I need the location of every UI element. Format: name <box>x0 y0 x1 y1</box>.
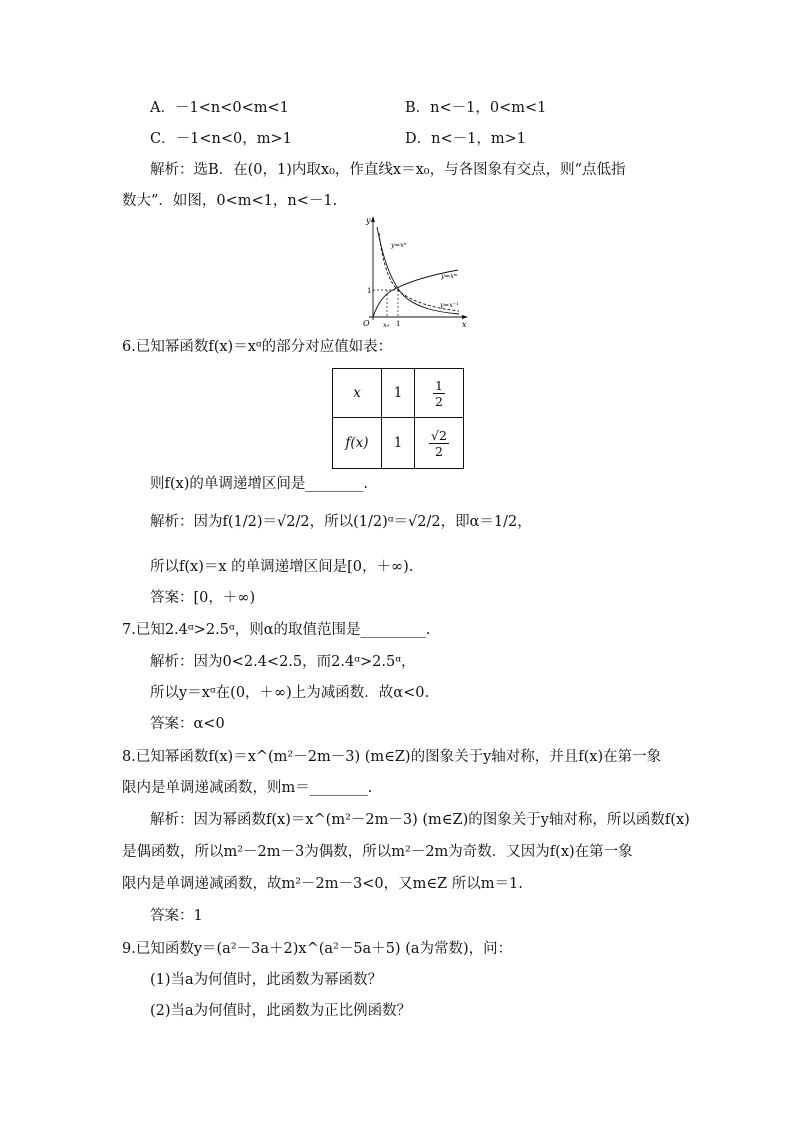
option-c-text: －1<n<0，m>1 <box>175 131 292 147</box>
option-b: B．n<－1，0<m<1 <box>405 100 547 116</box>
option-d: D．n<－1，m>1 <box>405 131 526 147</box>
q8-solution-line1: 解析：因为幂函数f(x)＝x^(m²－2m－3) (m∈Z)的图象关于y轴对称，所以函数f(x) <box>150 812 690 828</box>
q7-stem: 7.已知2.4ᵅ>2.5ᵅ，则α的取值范围是_________. <box>122 622 431 638</box>
q6-value-table <box>332 368 464 469</box>
q5-solution-line1: 解析：选B．在(0，1)内取x₀，作直线x＝x₀，与各图象有交点，则“点低指 <box>150 162 626 178</box>
y-axis-label: y <box>366 216 371 225</box>
q8-solution-line3: 限内是单调递减函数，故m²－2m－3<0，又m∈Z 所以m＝1. <box>122 876 523 892</box>
x-axis-label: x <box>462 320 467 329</box>
q8-solution-line2: 是偶函数，所以m²－2m－3为偶数，所以m²－2m为奇数．又因为f(x)在第一象 <box>122 844 633 860</box>
label-y-x-m: y=xᵐ <box>441 272 458 280</box>
table-cell <box>415 418 464 469</box>
q6-stem: 6.已知幂函数f(x)＝xᵅ的部分对应值如表： <box>122 339 393 355</box>
q7-solution-line2: 所以y＝xᵅ在(0，＋∞)上为减函数．故α<0. <box>150 685 430 701</box>
table-header-fx: f(x) <box>333 418 382 469</box>
table-cell: 1 <box>382 369 415 418</box>
q7-solution-line1: 解析：因为0<2.4<2.5，而2.4ᵅ>2.5ᵅ， <box>150 654 416 670</box>
x-axis-arrow <box>462 315 468 319</box>
q8-answer: 答案：1 <box>150 908 203 924</box>
q6-answer: 答案：[0，＋∞) <box>150 590 256 606</box>
table-header-x: x <box>333 369 382 418</box>
q7-answer: 答案：α<0 <box>150 716 225 732</box>
tick-x0: x₀ <box>383 321 390 329</box>
tick-one-x: 1 <box>396 320 401 328</box>
q5-solution-line2: 数大”．如图，0<m<1，n<－1. <box>122 193 338 209</box>
power-function-graph <box>355 213 475 331</box>
option-b-text: n<－1，0<m<1 <box>430 100 547 116</box>
option-a-text: －1<n<0<m<1 <box>174 100 289 116</box>
option-c: C．－1<n<0，m>1 <box>150 131 292 147</box>
q9-part2: (2)当a为何值时，此函数为正比例函数？ <box>150 1003 412 1019</box>
q6-question: 则f(x)的单调递增区间是________. <box>150 476 368 492</box>
q9-stem: 9.已知函数y＝(a²－3a＋2)x^(a²－5a＋5) (a为常数)，问： <box>122 941 513 957</box>
y-axis-arrow <box>371 216 375 222</box>
option-d-text: n<－1，m>1 <box>431 131 526 147</box>
label-y-x-n: y=xⁿ <box>391 241 407 249</box>
fraction: $\frac{1}{2}$ <box>435 377 443 409</box>
q8-stem-line1: 8.已知幂函数f(x)＝x^(m²－2m－3) (m∈Z)的图象关于y轴对称，并且f(x)在第一象 <box>122 749 662 765</box>
origin-label: O <box>363 319 370 328</box>
table-cell <box>415 369 464 418</box>
fraction: $\frac{√2}{2}$ <box>431 427 447 459</box>
q9-part1: (1)当a为何值时，此函数为幂函数？ <box>150 972 383 988</box>
label-y-x-inv: y=x⁻¹ <box>440 301 459 309</box>
option-a: A．－1<n<0<m<1 <box>150 100 289 116</box>
table-cell: 1 <box>382 418 415 469</box>
q6-solution-line1: 解析：因为f(1/2)＝√2/2，所以(1/2)ᵅ＝√2/2，即α＝1/2， <box>150 514 532 530</box>
tick-one-y: 1 <box>367 287 372 295</box>
q8-stem-line2: 限内是单调递减函数，则m＝________. <box>122 780 373 796</box>
q6-solution-line2: 所以f(x)＝x 的单调递增区间是[0，＋∞). <box>150 559 414 575</box>
